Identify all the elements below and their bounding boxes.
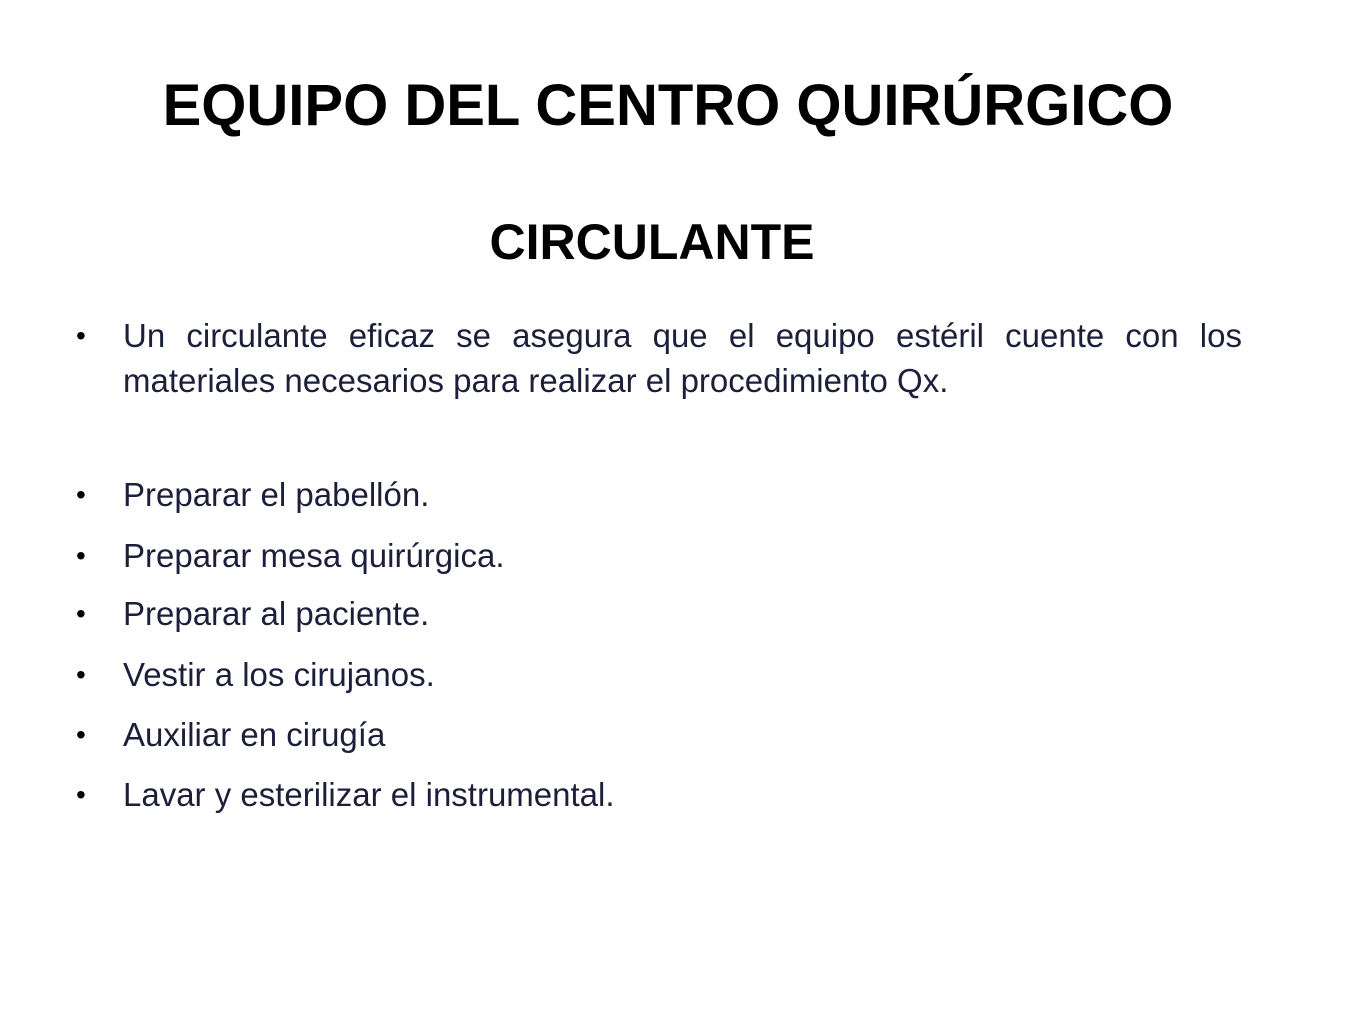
- bullet-text: Vestir a los cirujanos.: [123, 656, 435, 693]
- bullet-text: Lavar y esterilizar el instrumental.: [123, 776, 615, 813]
- bullet-text: Preparar mesa quirúrgica.: [123, 537, 505, 574]
- bullet-item-preparar-mesa: [76, 533, 1242, 578]
- bullet-icon: •: [76, 719, 86, 750]
- bullet-text: Preparar al paciente.: [123, 595, 430, 632]
- slide-title: EQUIPO DEL CENTRO QUIRÚRGICO: [162, 73, 1174, 138]
- bullet-icon: •: [76, 598, 86, 629]
- bullet-item-preparar-pabellon: [76, 472, 1242, 517]
- bullet-text: Preparar el pabellón.: [123, 476, 430, 513]
- bullet-icon: •: [76, 540, 86, 571]
- bullet-item-auxiliar-cirugia: [76, 712, 1242, 757]
- bullet-icon: •: [76, 479, 86, 510]
- bullet-item-lavar-esterilizar: [76, 772, 1242, 817]
- bullet-text: Auxiliar en cirugía: [123, 716, 386, 753]
- bullet-item-circulante-eficaz: [76, 313, 1242, 403]
- bullet-item-preparar-paciente: [76, 591, 1242, 636]
- slide-subtitle: CIRCULANTE: [489, 214, 815, 270]
- bullet-icon: •: [76, 320, 86, 351]
- bullet-icon: •: [76, 779, 86, 810]
- bullet-icon: •: [76, 659, 86, 690]
- bullet-item-vestir-cirujanos: [76, 652, 1242, 697]
- bullet-text: Un circulante eficaz se asegura que el equipo estéril cuente con los materiales necesarios para realizar el procedimiento Qx.: [123, 317, 1242, 399]
